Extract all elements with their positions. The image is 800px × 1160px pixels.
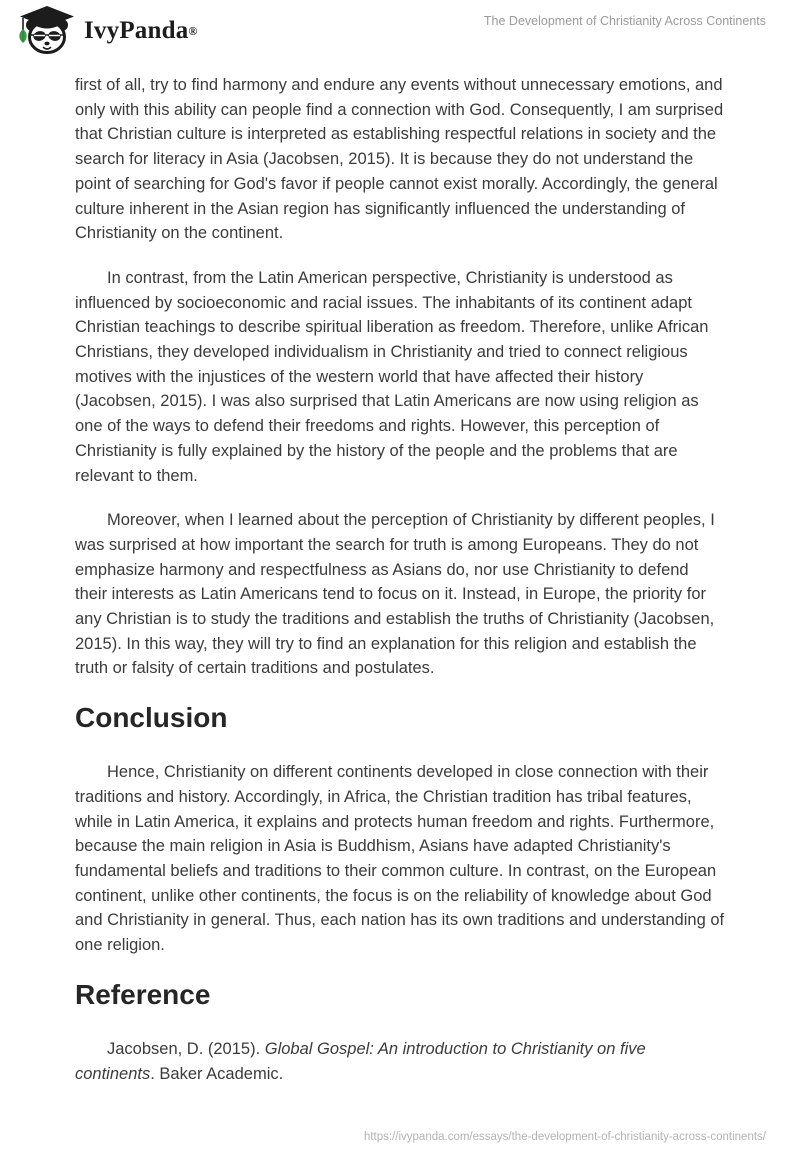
reference-book-title: Global Gospel: An introduction to Christianity on five continents (75, 1039, 646, 1083)
essay-paragraph: first of all, try to find harmony and endure any events without unnecessary emotions, and only with this ability can people find a connection with God. Consequently, I am surprised that Christian culture is interpreted as establishing respectful relations in society and the search for literacy in Asia (Jacobsen, 2015). It is because they do not understand the point of searching for God's favor if people cannot exist morally. Accordingly, the general culture inherent in the Asian region has significantly influenced the understanding of Christianity on the continent. (75, 76, 724, 243)
reference-publisher: . Baker Academic. (150, 1064, 284, 1083)
panda-graduation-cap-icon (14, 5, 78, 57)
brand-name: IvyPanda (84, 17, 189, 44)
document-title: The Development of Christianity Across Continents (483, 14, 766, 28)
essay-paragraph: In contrast, from the Latin American perspective, Christianity is understood as influenced by socioeconomic and racial issues. The inhabitants of its continent adapt Christian teachings to describe spiritual liberation as freedom. Therefore, unlike African Christians, they developed individualism in Christianity and tried to connect religious motives with the injustices of the western world that have affected their history (Jacobsen, 2015). I was also surprised that Latin Americans are now using religion as one of the ways to defend their freedoms and rights. However, this perception of Christianity is fully explained by the history of the people and the problems that are relevant to them. (75, 268, 709, 485)
page-header (0, 0, 800, 60)
conclusion-heading: Conclusion (75, 702, 228, 734)
reference-heading: Reference (75, 978, 211, 1010)
registered-trademark-symbol: ® (188, 24, 198, 38)
reference-entry (75, 1037, 725, 1086)
source-url: https://ivypanda.com/essays/the-development-of-christianity-across-continents/ (363, 1131, 766, 1143)
ivypanda-brand (14, 5, 197, 57)
essay-paragraph: Moreover, when I learned about the perception of Christianity by different peoples, I was surprised at how important the search for truth is among Europeans. They do not emphasize harmony and respectfulness as Asians do, nor use Christianity to defend their interests as Latin Americans tend to focus on it. Instead, in Europe, the priority for any Christian is to study the traditions and establish the truths of Christianity (Jacobsen, 2015). In this way, they will try to find an explanation for this religion and establish the truth or falsity of certain traditions and postulates. (75, 511, 715, 678)
conclusion-paragraph: Hence, Christianity on different continents developed in close connection with their traditions and history. Accordingly, in Africa, the Christian tradition has tribal features, while in Latin America, it explains and protects human freedom and rights. Furthermore, because the main religion in Asia is Buddhism, Asians have adapted Christianity's fundamental beliefs and traditions to their common culture. In contrast, on the European continent, unlike other continents, the focus is on the reliability of knowledge about God and Christianity in general. Thus, each nation has its own traditions and understanding of one religion. (75, 763, 725, 955)
reference-author-year: Jacobsen, D. (2015). (107, 1039, 265, 1058)
essay-body (0, 60, 800, 1106)
